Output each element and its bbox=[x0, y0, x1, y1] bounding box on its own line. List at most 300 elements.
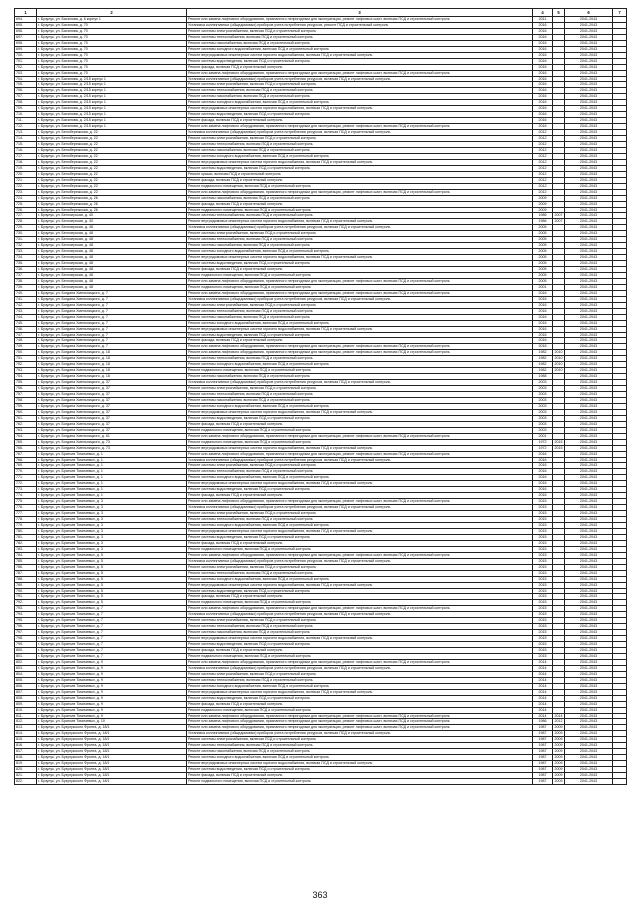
year-built-cell: 1987 bbox=[533, 743, 553, 749]
address-cell: г. Бузулук, ул. Белозерская, д. 40 bbox=[37, 219, 187, 225]
work-type-cell: Ремонт фасада, включая ПСД и строительный контроль bbox=[187, 493, 533, 499]
year-built-cell: 1987 bbox=[533, 779, 553, 785]
row-number-cell: 717. bbox=[15, 153, 37, 159]
work-type-cell: Ремонт подвального помещения, включая ПСД и строительный контроль bbox=[187, 653, 533, 659]
work-type-cell: Ремонт системы газоснабжения, включая ПСД и строительный контроль bbox=[187, 314, 533, 320]
row-number-cell: 722. bbox=[15, 183, 37, 189]
address-cell: г. Бузулук, ул. Бахилова, д. 2/15 корпус 1 bbox=[37, 106, 187, 112]
address-cell: г. Бузулук, ул. Братьев Томичевых, д. 5 bbox=[37, 558, 187, 564]
year-built-cell: 1987 bbox=[533, 749, 553, 755]
work-type-cell: Ремонт системы газоснабжения, включая ПСД и строительный контроль bbox=[187, 374, 533, 380]
year-built-cell: 2016 bbox=[533, 88, 553, 94]
year-built-cell: 2016 bbox=[533, 332, 553, 338]
work-type-cell: Ремонт системы газоснабжения, включая ПСД и строительный контроль bbox=[187, 40, 533, 46]
planned-period-cell: 2041-2043 bbox=[565, 487, 613, 493]
work-type-cell: Ремонт фасада, включая ПСД и строительный контроль bbox=[187, 64, 533, 70]
planned-period-cell: 2041-2043 bbox=[565, 153, 613, 159]
row-number-cell: 704. bbox=[15, 76, 37, 82]
year-built-cell: 2014 bbox=[533, 713, 553, 719]
row-number-cell: 782. bbox=[15, 540, 37, 546]
row-number-cell: 732. bbox=[15, 243, 37, 249]
row-number-cell: 815. bbox=[15, 737, 37, 743]
year-built-cell: 2003 bbox=[533, 427, 553, 433]
planned-period-cell: 2041-2043 bbox=[565, 445, 613, 451]
row-number-cell: 792. bbox=[15, 600, 37, 606]
work-type-cell: Ремонт системы водоотведения, включая ПСД и строительный контроль bbox=[187, 112, 533, 118]
work-type-cell: Установка коллективных (общедомовых) приборов учета потребления ресурсов, включая ПСД и строительный контроль bbox=[187, 76, 533, 82]
row-number-cell: 801. bbox=[15, 653, 37, 659]
address-cell: г. Бузулук, ул. Бахилова, д. 2/15 корпус 1 bbox=[37, 124, 187, 130]
planned-period-cell: 2041-2043 bbox=[565, 689, 613, 695]
address-cell: г. Бузулук, ул. Бахилова, д. 2/15 корпус 1 bbox=[37, 112, 187, 118]
year-renovated-cell: 2010 bbox=[554, 368, 563, 373]
row-number-cell: 702. bbox=[15, 64, 37, 70]
work-type-cell: Ремонт системы водоотведения, включая ПСД и строительный контроль bbox=[187, 695, 533, 701]
row-number-cell: 694. bbox=[15, 17, 37, 23]
address-cell: г. Бузулук, ул. Богдана Хмельницкого, д. 18 bbox=[37, 362, 187, 368]
row-number-cell: 729. bbox=[15, 225, 37, 231]
row-number-cell: 737. bbox=[15, 272, 37, 278]
planned-period-cell: 2041-2043 bbox=[565, 743, 613, 749]
year-built-cell: 2016 bbox=[533, 463, 553, 469]
work-type-cell: Ремонт системы теплоснабжения, включая ПСД и строительный контроль bbox=[187, 88, 533, 94]
planned-period-cell: 2041-2043 bbox=[565, 278, 613, 284]
address-cell: г. Бузулук, ул. Братьев Томичевых, д. 3 bbox=[37, 523, 187, 529]
row-number-cell: 709. bbox=[15, 106, 37, 112]
year-built-cell: 2016 bbox=[533, 58, 553, 64]
year-renovated-cell: 2007 bbox=[554, 219, 563, 224]
year-built-cell: 2011 bbox=[533, 17, 553, 23]
row-number-cell: 742. bbox=[15, 302, 37, 308]
address-cell: г. Бузулук, ул. Бахилова, д. 70 bbox=[37, 40, 187, 46]
planned-period-cell: 2041-2043 bbox=[565, 677, 613, 683]
address-cell: г. Бузулук, ул. Бахилова, д. 70 bbox=[37, 22, 187, 28]
work-type-cell: Ремонт внутридомовых инженерных систем горячего водоснабжения, включая ПСД и строительный контроль bbox=[187, 52, 533, 58]
row-number-cell: 714. bbox=[15, 136, 37, 142]
year-renovated-cell: 2009 bbox=[554, 755, 563, 760]
planned-period-cell: 2041-2043 bbox=[565, 52, 613, 58]
work-type-cell: Ремонт или замена лифтового оборудования, признанного непригодным для эксплуатации, ремонт лифтовых шахт, включая ПСД и строительный контроль bbox=[187, 713, 533, 719]
work-type-cell: Ремонт системы газоснабжения, включая ПСД и строительный контроль bbox=[187, 94, 533, 100]
work-type-cell: Ремонт системы холодного водоснабжения, включая ПСД и строительный контроль bbox=[187, 153, 533, 159]
row-number-cell: 736. bbox=[15, 267, 37, 273]
address-cell: г. Бузулук, ул. Богдана Хмельницкого, д. 7 bbox=[37, 326, 187, 332]
row-number-cell: 776. bbox=[15, 505, 37, 511]
work-type-cell: Ремонт системы холодного водоснабжения, включая ПСД и строительный контроль bbox=[187, 362, 533, 368]
planned-period-cell: 2041-2043 bbox=[565, 570, 613, 576]
row-number-cell: 705. bbox=[15, 82, 37, 88]
work-type-cell: Ремонт системы холодного водоснабжения, включая ПСД и строительный контроль bbox=[187, 100, 533, 106]
row-number-cell: 767. bbox=[15, 451, 37, 457]
year-built-cell: 1987 bbox=[533, 755, 553, 761]
planned-period-cell: 2041-2043 bbox=[565, 302, 613, 308]
year-built-cell: 1987 bbox=[533, 773, 553, 779]
year-built-cell: 2015 bbox=[533, 624, 553, 630]
address-cell: г. Бузулук, ул. Бахилова, д. 70 bbox=[37, 46, 187, 52]
address-cell: г. Бузулук, ул. Белобережская, д. 26 bbox=[37, 207, 187, 213]
planned-period-cell: 2041-2043 bbox=[565, 338, 613, 344]
work-type-cell: Ремонт или замена лифтового оборудования, признанного непригодным для эксплуатации, ремонт лифтовых шахт, включая ПСД и строительный контроль bbox=[187, 725, 533, 731]
work-type-cell: Ремонт системы газоснабжения, включая ПСД и строительный контроль bbox=[187, 147, 533, 153]
year-built-cell: 2015 bbox=[533, 600, 553, 606]
work-type-cell: Ремонт внутридомовых инженерных систем горячего водоснабжения, включая ПСД и строительный контроль bbox=[187, 159, 533, 165]
planned-period-cell: 2041-2043 bbox=[565, 261, 613, 267]
year-renovated-cell: 2009 bbox=[554, 773, 563, 778]
work-type-cell: Установка коллективных (общедомовых) приборов учета потребления ресурсов, ремонт ПСД и строительный контроль bbox=[187, 22, 533, 28]
planned-period-cell: 2041-2043 bbox=[565, 630, 613, 636]
year-built-cell: 2012 bbox=[533, 153, 553, 159]
planned-period-cell: 2041-2043 bbox=[565, 320, 613, 326]
work-type-cell: Ремонт системы водоотведения, включая ПСД и строительный контроль bbox=[187, 58, 533, 64]
year-renovated-cell: 2010 bbox=[554, 350, 563, 355]
address-cell: г. Бузулук, ул. Богдана Хмельницкого, д. 37 bbox=[37, 421, 187, 427]
work-type-cell: Ремонт или замена лифтового оборудования, признанного непригодным для эксплуатации, ремонт лифтовых шахт, включая ПСД и строительный контроль bbox=[187, 552, 533, 558]
year-renovated-cell: 2009 bbox=[554, 761, 563, 766]
address-cell: г. Бузулук, ул. Белобережская, д. 22 bbox=[37, 136, 187, 142]
planned-period-cell: 2041-2043 bbox=[565, 469, 613, 475]
address-cell: г. Бузулук, ул. Братьев Томичевых, д. 9 bbox=[37, 677, 187, 683]
address-cell: г. Бузулук, ул. Братьев Томичевых, д. 1 bbox=[37, 451, 187, 457]
planned-period-cell: 2041-2043 bbox=[565, 76, 613, 82]
year-renovated-cell: 2014 bbox=[554, 713, 563, 718]
year-built-cell: 2016 bbox=[533, 76, 553, 82]
row-number-cell: 759. bbox=[15, 403, 37, 409]
row-number-cell: 728. bbox=[15, 219, 37, 225]
year-built-cell: 2016 bbox=[533, 469, 553, 475]
year-built-cell: 2015 bbox=[533, 606, 553, 612]
row-number-cell: 745. bbox=[15, 320, 37, 326]
address-cell: г. Бузулук, ул. Богдана Хмельницкого, д. 61 bbox=[37, 433, 187, 439]
year-renovated-cell: 2012 bbox=[554, 719, 563, 724]
address-cell: г. Бузулук, ул. Белозерская, д. 48 bbox=[37, 272, 187, 278]
address-cell: г. Бузулук, ул. Братьев Томичевых, д. 1 bbox=[37, 463, 187, 469]
year-built-cell: 2016 bbox=[533, 290, 553, 296]
year-built-cell: 2003 bbox=[533, 392, 553, 398]
address-cell: г. Бузулук, ул. Белобережская, д. 22 bbox=[37, 183, 187, 189]
row-number-cell: 744. bbox=[15, 314, 37, 320]
address-cell: г. Бузулук, ул. Бузулукского Фронта, д. 18/1 bbox=[37, 737, 187, 743]
planned-period-cell: 2041-2043 bbox=[565, 505, 613, 511]
address-cell: г. Бузулук, ул. Богдана Хмельницкого, д. 18 bbox=[37, 350, 187, 356]
work-type-cell: Ремонт системы водоотведения, включая ПСД и строительный контроль bbox=[187, 588, 533, 594]
address-cell: г. Бузулук, ул. Бузулукского Фронта, д. 18/1 bbox=[37, 779, 187, 785]
row-number-cell: 747. bbox=[15, 332, 37, 338]
planned-period-cell: 2041-2043 bbox=[565, 415, 613, 421]
planned-period-cell: 2041-2043 bbox=[565, 398, 613, 404]
row-number-cell: 770. bbox=[15, 469, 37, 475]
work-type-cell: Ремонт системы теплоснабжения, включая ПСД и строительный контроль bbox=[187, 469, 533, 475]
year-built-cell: 2015 bbox=[533, 612, 553, 618]
address-cell: г. Бузулук, ул. Белозерская, д. 48 bbox=[37, 267, 187, 273]
planned-period-cell: 2041-2043 bbox=[565, 177, 613, 183]
planned-period-cell: 2041-2043 bbox=[565, 713, 613, 719]
year-built-cell: 1986 bbox=[533, 719, 553, 725]
address-cell: г. Бузулук, ул. Богдана Хмельницкого, д. 7 bbox=[37, 290, 187, 296]
year-built-cell: 2014 bbox=[533, 671, 553, 677]
address-cell: г. Бузулук, ул. Богдана Хмельницкого, д. 37 bbox=[37, 398, 187, 404]
work-type-cell: Ремонт системы водоотведения, включая ПСД и строительный контроль bbox=[187, 767, 533, 773]
address-cell: г. Бузулук, ул. Братьев Томичевых, д. 3 bbox=[37, 511, 187, 517]
address-cell: г. Бузулук, ул. Богдана Хмельницкого, д. 73 bbox=[37, 445, 187, 451]
address-cell: г. Бузулук, ул. Бахилова, д. 70 bbox=[37, 70, 187, 76]
row-number-cell: 780. bbox=[15, 528, 37, 534]
work-type-cell: Ремонт системы электроснабжения, включая ПСД и строительный контроль bbox=[187, 463, 533, 469]
address-cell: г. Бузулук, ул. Братьев Томичевых, д. 9 bbox=[37, 695, 187, 701]
address-cell: г. Бузулук, ул. Братьев Томичевых, д. 1 bbox=[37, 487, 187, 493]
row-number-cell: 793. bbox=[15, 606, 37, 612]
row-number-cell: 765. bbox=[15, 439, 37, 445]
planned-period-cell: 2041-2043 bbox=[565, 231, 613, 237]
year-renovated-cell: 2015 bbox=[554, 445, 563, 450]
row-number-cell: 800. bbox=[15, 648, 37, 654]
work-type-cell: Ремонт фасада, включая ПСД и строительный контроль bbox=[187, 540, 533, 546]
row-number-cell: 723. bbox=[15, 189, 37, 195]
address-cell: г. Бузулук, ул. Белобережская, д. 26 bbox=[37, 201, 187, 207]
row-number-cell: 696. bbox=[15, 28, 37, 34]
work-type-cell: Ремонт системы теплоснабжения, включая ПСД и строительный контроль bbox=[187, 677, 533, 683]
row-number-cell: 727. bbox=[15, 213, 37, 219]
address-cell: г. Бузулук, ул. Братьев Томичевых, д. 5 bbox=[37, 576, 187, 582]
planned-period-cell: 2041-2043 bbox=[565, 356, 613, 362]
row-number-cell: 794. bbox=[15, 612, 37, 618]
address-cell: г. Бузулук, ул. Бахилова, д. 2/15 корпус 1 bbox=[37, 88, 187, 94]
planned-period-cell: 2041-2043 bbox=[565, 594, 613, 600]
work-type-cell: Ремонт системы газоснабжения, включая ПСД и строительный контроль bbox=[187, 195, 533, 201]
planned-period-cell: 2041-2043 bbox=[565, 88, 613, 94]
address-cell: г. Бузулук, ул. Братьев Томичевых, д. 7 bbox=[37, 636, 187, 642]
year-built-cell: 2015 bbox=[533, 523, 553, 529]
work-type-cell: Ремонт системы электроснабжения, включая ПСД и строительный контроль bbox=[187, 82, 533, 88]
planned-period-cell: 2041-2043 bbox=[565, 40, 613, 46]
address-cell: г. Бузулук, ул. Бузулукского Фронта, д. 18/1 bbox=[37, 755, 187, 761]
address-cell: г. Бузулук, ул. Белобережская, д. 22 bbox=[37, 165, 187, 171]
planned-period-cell: 2041-2043 bbox=[565, 380, 613, 386]
planned-period-cell: 2041-2043 bbox=[565, 767, 613, 773]
column-header: 3 bbox=[187, 9, 533, 17]
row-number-cell: 779. bbox=[15, 523, 37, 529]
address-cell: г. Бузулук, ул. Братьев Томичевых, д. 7 bbox=[37, 630, 187, 636]
work-type-cell: Ремонт системы электроснабжения, включая ПСД и строительный контроль bbox=[187, 737, 533, 743]
row-number-cell: 795. bbox=[15, 618, 37, 624]
planned-period-cell: 2041-2043 bbox=[565, 421, 613, 427]
row-number-cell: 710. bbox=[15, 112, 37, 118]
address-cell: г. Бузулук, ул. Братьев Томичевых, д. 7 bbox=[37, 618, 187, 624]
year-built-cell: 2016 bbox=[533, 487, 553, 493]
year-built-cell: 2003 bbox=[533, 380, 553, 386]
address-cell: г. Бузулук, ул. Бахилова, д. 2/15 корпус 1 bbox=[37, 100, 187, 106]
year-built-cell: 2016 bbox=[533, 308, 553, 314]
planned-period-cell: 2041-2043 bbox=[565, 511, 613, 517]
year-built-cell: 2015 bbox=[533, 630, 553, 636]
year-built-cell: 2005 bbox=[533, 237, 553, 243]
address-cell: г. Бузулук, ул. Богдана Хмельницкого, д. 7 bbox=[37, 302, 187, 308]
planned-period-cell: 2041-2043 bbox=[565, 362, 613, 368]
planned-period-cell: 2041-2043 bbox=[565, 142, 613, 148]
year-built-cell: 2016 bbox=[533, 493, 553, 499]
year-built-cell: 1987 bbox=[533, 761, 553, 767]
row-number-cell: 797. bbox=[15, 630, 37, 636]
row-number-cell: 724. bbox=[15, 195, 37, 201]
address-cell: г. Бузулук, ул. Богдана Хмельницкого, д. 7 bbox=[37, 332, 187, 338]
row-number-cell: 720. bbox=[15, 171, 37, 177]
work-type-cell: Ремонт системы электроснабжения, включая ПСД и строительный контроль bbox=[187, 671, 533, 677]
planned-period-cell: 2041-2043 bbox=[565, 189, 613, 195]
planned-period-cell: 2041-2043 bbox=[565, 701, 613, 707]
address-cell: г. Бузулук, ул. Богдана Хмельницкого, д. 37 bbox=[37, 415, 187, 421]
address-cell: г. Бузулук, ул. Братьев Томичевых, д. 9 bbox=[37, 665, 187, 671]
address-cell: г. Бузулук, ул. Братьев Томичевых, д. 9 bbox=[37, 683, 187, 689]
row-number-cell: 754. bbox=[15, 374, 37, 380]
planned-period-cell: 2041-2043 bbox=[565, 130, 613, 136]
planned-period-cell: 2041-2043 bbox=[565, 326, 613, 332]
row-number-cell: 748. bbox=[15, 338, 37, 344]
row-number-cell: 700. bbox=[15, 52, 37, 58]
work-type-cell: Ремонт системы холодного водоснабжения, включая ПСД и строительный контроль bbox=[187, 576, 533, 582]
work-type-cell: Ремонт фасада, включая ПСД и строительный контроль bbox=[187, 773, 533, 779]
row-number-cell: 775. bbox=[15, 499, 37, 505]
address-cell: г. Бузулук, ул. Братьев Томичевых, д. 1 bbox=[37, 481, 187, 487]
address-cell: г. Бузулук, ул. Братьев Томичевых, д. 7 bbox=[37, 612, 187, 618]
row-number-cell: 813. bbox=[15, 725, 37, 731]
year-renovated-cell: 2009 bbox=[554, 737, 563, 742]
planned-period-cell: 2041-2043 bbox=[565, 719, 613, 725]
planned-period-cell: 2041-2043 bbox=[565, 576, 613, 582]
page-number: 363 bbox=[312, 890, 328, 900]
planned-period-cell: 2041-2043 bbox=[565, 255, 613, 261]
planned-period-cell: 2041-2043 bbox=[565, 582, 613, 588]
year-built-cell: 1987 bbox=[533, 725, 553, 731]
planned-period-cell: 2041-2043 bbox=[565, 374, 613, 380]
row-number-cell: 777. bbox=[15, 511, 37, 517]
work-type-cell: Ремонт или замена лифтового оборудования, признанного непригодным для эксплуатации, ремонт лифтовых шахт, включая ПСД и строительный контроль bbox=[187, 17, 533, 23]
planned-period-cell: 2041-2043 bbox=[565, 779, 613, 785]
year-built-cell: 2015 bbox=[533, 511, 553, 517]
address-cell: г. Бузулук, ул. Бузулукского Фронта, д. 18/1 bbox=[37, 773, 187, 779]
address-cell: г. Бузулук, ул. Братьев Томичевых, д. 9 bbox=[37, 701, 187, 707]
table-row bbox=[15, 779, 627, 785]
year-built-cell: 2016 bbox=[533, 64, 553, 70]
work-type-cell: Ремонт системы холодного водоснабжения, включая ПСД и строительный контроль bbox=[187, 403, 533, 409]
planned-period-cell: 2041-2043 bbox=[565, 171, 613, 177]
planned-period-cell: 2041-2043 bbox=[565, 475, 613, 481]
row-number-cell: 804. bbox=[15, 671, 37, 677]
year-built-cell: 2016 bbox=[533, 481, 553, 487]
address-cell: г. Бузулук, ул. Братьев Томичевых, д. 1 bbox=[37, 493, 187, 499]
year-built-cell: 2016 bbox=[533, 22, 553, 28]
work-type-cell: Ремонт подвального помещения, включая ПСД и строительный контроль bbox=[187, 439, 533, 445]
work-type-cell: Установка коллективных (общедомовых) приборов учета потребления ресурсов, включая ПСД и строительный контроль bbox=[187, 225, 533, 231]
year-built-cell: 2005 bbox=[533, 255, 553, 261]
planned-period-cell: 2041-2043 bbox=[565, 249, 613, 255]
work-type-cell: Ремонт системы электроснабжения, включая ПСД и строительный контроль bbox=[187, 28, 533, 34]
row-number-cell: 730. bbox=[15, 231, 37, 237]
row-number-cell: 708. bbox=[15, 100, 37, 106]
address-cell: г. Бузулук, ул. Белобережская, д. 22 bbox=[37, 177, 187, 183]
year-built-cell: 2009 bbox=[533, 207, 553, 213]
work-type-cell: Ремонт или замена лифтового оборудования, признанного непригодным для эксплуатации, ремонт лифтовых шахт, включая ПСД и строительный контроль bbox=[187, 499, 533, 505]
work-type-cell: Ремонт системы водоотведения, включая ПСД и строительный контроль bbox=[187, 415, 533, 421]
row-number-cell: 726. bbox=[15, 207, 37, 213]
row-number-cell: 734. bbox=[15, 255, 37, 261]
work-type-cell: Ремонт системы электроснабжения, включая ПСД и строительный контроль bbox=[187, 231, 533, 237]
work-type-cell: Ремонт системы теплоснабжения, включая ПСД и строительный контроль bbox=[187, 34, 533, 40]
year-built-cell: 2016 bbox=[533, 314, 553, 320]
year-built-cell: 2012 bbox=[533, 189, 553, 195]
year-built-cell: 2003 bbox=[533, 421, 553, 427]
address-cell: г. Бузулук, ул. Братьев Томичевых, д. 7 bbox=[37, 624, 187, 630]
work-type-cell: Ремонт фасада, включая ПСД и строительный контроль bbox=[187, 701, 533, 707]
year-built-cell: 2015 bbox=[533, 534, 553, 540]
planned-period-cell: 2041-2043 bbox=[565, 243, 613, 249]
year-built-cell: 2016 bbox=[533, 457, 553, 463]
address-cell: г. Бузулук, ул. Братьев Томичевых, д. 3 bbox=[37, 546, 187, 552]
row-number-cell: 816. bbox=[15, 743, 37, 749]
row-number-cell: 810. bbox=[15, 707, 37, 713]
work-type-cell: Ремонт внутридомовых инженерных систем горячего водоснабжения, включая ПСД и строительный контроль bbox=[187, 445, 533, 451]
year-renovated-cell: 2009 bbox=[554, 731, 563, 736]
row-number-cell: 799. bbox=[15, 642, 37, 648]
work-type-cell: Установка коллективных (общедомовых) приборов учета потребления ресурсов, включая ПСД и строительный контроль bbox=[187, 612, 533, 618]
year-built-cell: 2014 bbox=[533, 677, 553, 683]
planned-period-cell: 2041-2043 bbox=[565, 463, 613, 469]
year-built-cell: 2016 bbox=[533, 118, 553, 124]
year-built-cell: 2015 bbox=[533, 528, 553, 534]
row-number-cell: 733. bbox=[15, 249, 37, 255]
planned-period-cell: 2041-2043 bbox=[565, 731, 613, 737]
year-built-cell: 2012 bbox=[533, 142, 553, 148]
year-built-cell: 2005 bbox=[533, 231, 553, 237]
year-built-cell: 1987 bbox=[533, 731, 553, 737]
planned-period-cell: 2041-2043 bbox=[565, 636, 613, 642]
work-type-cell: Ремонт подвального помещения, включая ПСД и строительный контроль bbox=[187, 600, 533, 606]
planned-period-cell: 2041-2043 bbox=[565, 451, 613, 457]
year-built-cell: 2014 bbox=[533, 689, 553, 695]
work-type-cell: Ремонт или замена лифтового оборудования, признанного непригодным для эксплуатации, ремонт лифтовых шахт, включая ПСД и строительный контроль bbox=[187, 344, 533, 350]
row-number-cell: 741. bbox=[15, 296, 37, 302]
year-built-cell: 2015 bbox=[533, 546, 553, 552]
year-built-cell: 2016 bbox=[533, 451, 553, 457]
work-type-cell: Ремонт внутридомовых инженерных систем горячего водоснабжения, включая ПСД и строительный контроль bbox=[187, 761, 533, 767]
year-renovated-cell: 2009 bbox=[554, 725, 563, 730]
planned-period-cell: 2041-2043 bbox=[565, 136, 613, 142]
row-number-cell: 735. bbox=[15, 261, 37, 267]
row-number-cell: 706. bbox=[15, 88, 37, 94]
row-number-cell: 784. bbox=[15, 552, 37, 558]
year-renovated-cell: 2009 bbox=[554, 749, 563, 754]
address-cell: г. Бузулук, ул. Бузулукского Фронта, д. 18/1 bbox=[37, 743, 187, 749]
column-header: 4 bbox=[533, 9, 553, 17]
row-number-cell: 746. bbox=[15, 326, 37, 332]
year-built-cell: 1972 bbox=[533, 445, 553, 451]
planned-period-cell: 2041-2043 bbox=[565, 457, 613, 463]
address-cell: г. Бузулук, ул. Братьев Томичевых, д. 1 bbox=[37, 475, 187, 481]
year-renovated-cell: 2009 bbox=[554, 743, 563, 748]
year-built-cell: 2015 bbox=[533, 636, 553, 642]
row-number-cell: 703. bbox=[15, 70, 37, 76]
planned-period-cell: 2041-2043 bbox=[565, 540, 613, 546]
planned-period-cell: 2041-2043 bbox=[565, 683, 613, 689]
work-type-cell: Ремонт подвального помещения, включая ПСД и строительный контроль bbox=[187, 427, 533, 433]
year-renovated-cell: 2015 bbox=[554, 439, 563, 444]
work-type-cell: Ремонт системы холодного водоснабжения, включая ПСД и строительный контроль bbox=[187, 683, 533, 689]
year-built-cell: 2015 bbox=[533, 517, 553, 523]
address-cell: г. Бузулук, ул. Богдана Хмельницкого, д. 7 bbox=[37, 344, 187, 350]
year-built-cell: 1986 bbox=[533, 219, 553, 225]
planned-period-cell: 2041-2043 bbox=[565, 332, 613, 338]
row-number-cell: 768. bbox=[15, 457, 37, 463]
year-built-cell: 2012 bbox=[533, 165, 553, 171]
extra-cell bbox=[613, 779, 627, 785]
